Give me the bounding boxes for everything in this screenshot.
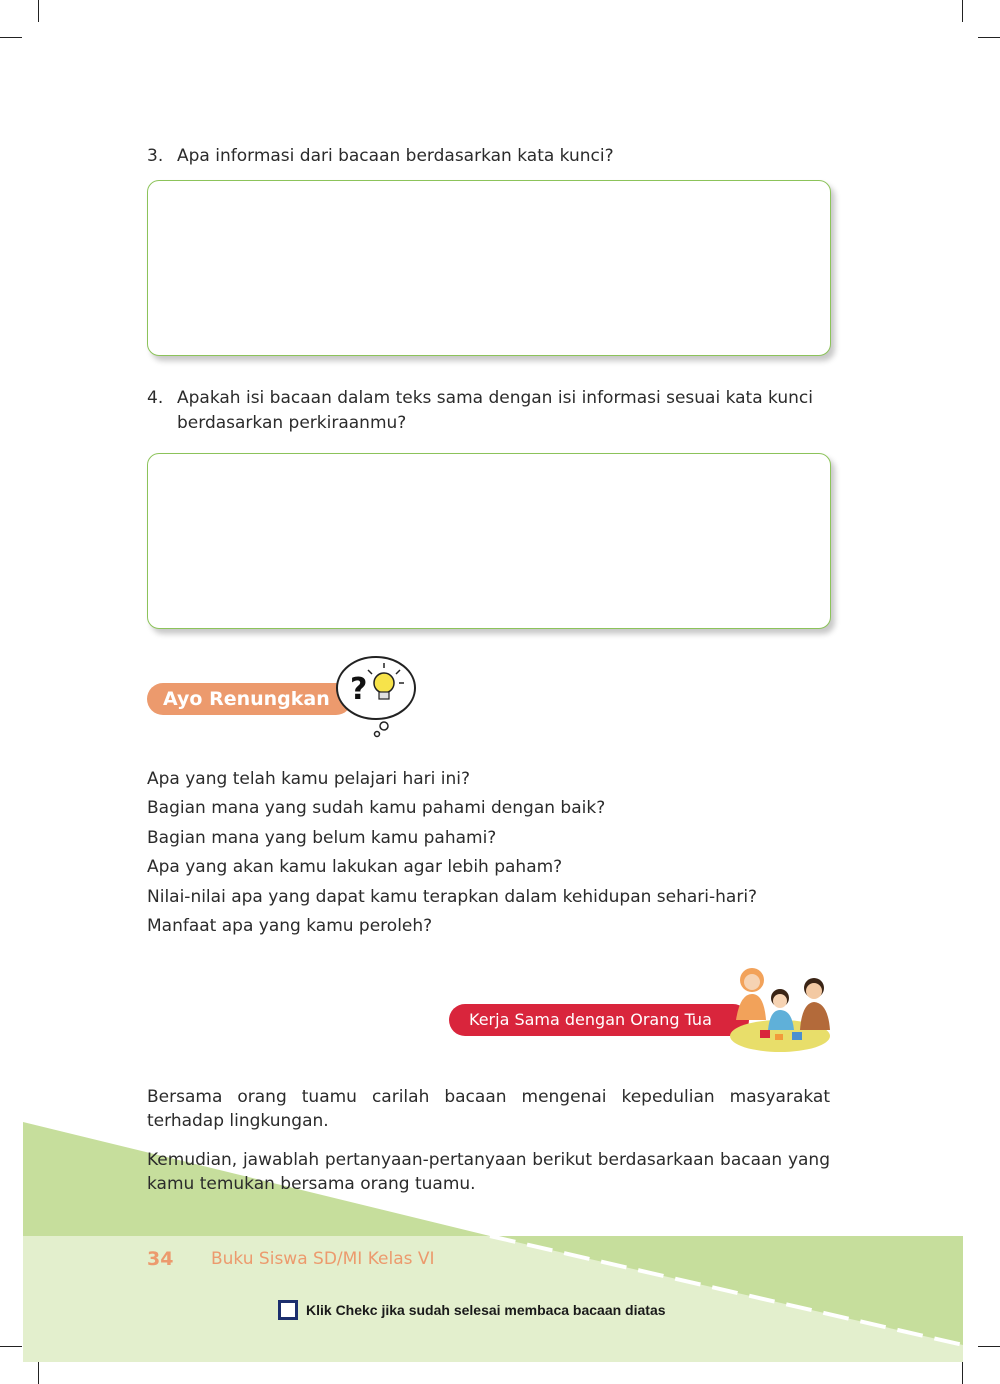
lightbulb-icon xyxy=(374,673,394,693)
book-title: Buku Siswa SD/MI Kelas VI xyxy=(211,1249,435,1269)
reflection-item: Bagian mana yang belum kamu pahami? xyxy=(147,827,497,848)
paragraph-1: Bersama orang tuamu carilah bacaan mengenai kepedulian masyarakat terhadap lingkungan. xyxy=(147,1087,830,1131)
read-checkbox[interactable] xyxy=(278,1300,298,1320)
question-text: Apa informasi dari bacaan berdasarkan kata kunci? xyxy=(177,146,614,166)
reflection-list xyxy=(147,765,757,941)
reflection-item: Nilai-nilai apa yang dapat kamu terapkan dalam kehidupan sehari-hari? xyxy=(147,886,758,907)
reflection-item: Bagian mana yang sudah kamu pahami dengan baik? xyxy=(147,798,606,819)
question-text: Apakah isi bacaan dalam teks sama dengan isi informasi sesuai kata kunci berdasarkan perkiraanmu? xyxy=(177,388,813,433)
reflection-item: Apa yang akan kamu lakukan agar lebih paham? xyxy=(147,857,563,878)
page-number: 34 xyxy=(147,1248,174,1270)
paragraph-2: Kemudian, jawablah pertanyaan-pertanyaan berikut berdasarkaan bacaan yang kamu temukan bersama orang tuamu. xyxy=(147,1150,830,1194)
answer-box-4[interactable] xyxy=(147,453,831,629)
question-mark-glyph: ? xyxy=(350,672,368,707)
read-confirmation xyxy=(278,1300,666,1320)
kerja-sama-title: Kerja Sama dengan Orang Tua xyxy=(449,1004,749,1036)
answer-box-3[interactable] xyxy=(147,180,831,356)
reflection-item: Apa yang telah kamu pelajari hari ini? xyxy=(147,769,471,789)
thought-bubble-icon xyxy=(332,650,422,740)
ayo-renungkan-title: Ayo Renungkan xyxy=(147,683,352,715)
reflection-item: Manfaat apa yang kamu peroleh? xyxy=(147,915,433,936)
family-illustration-icon xyxy=(720,958,835,1058)
question-number: 3. xyxy=(147,146,164,166)
question-number: 4. xyxy=(147,388,164,408)
read-checkbox-label: Klik Chekc jika sudah selesai membaca bacaan diatas xyxy=(306,1302,666,1318)
